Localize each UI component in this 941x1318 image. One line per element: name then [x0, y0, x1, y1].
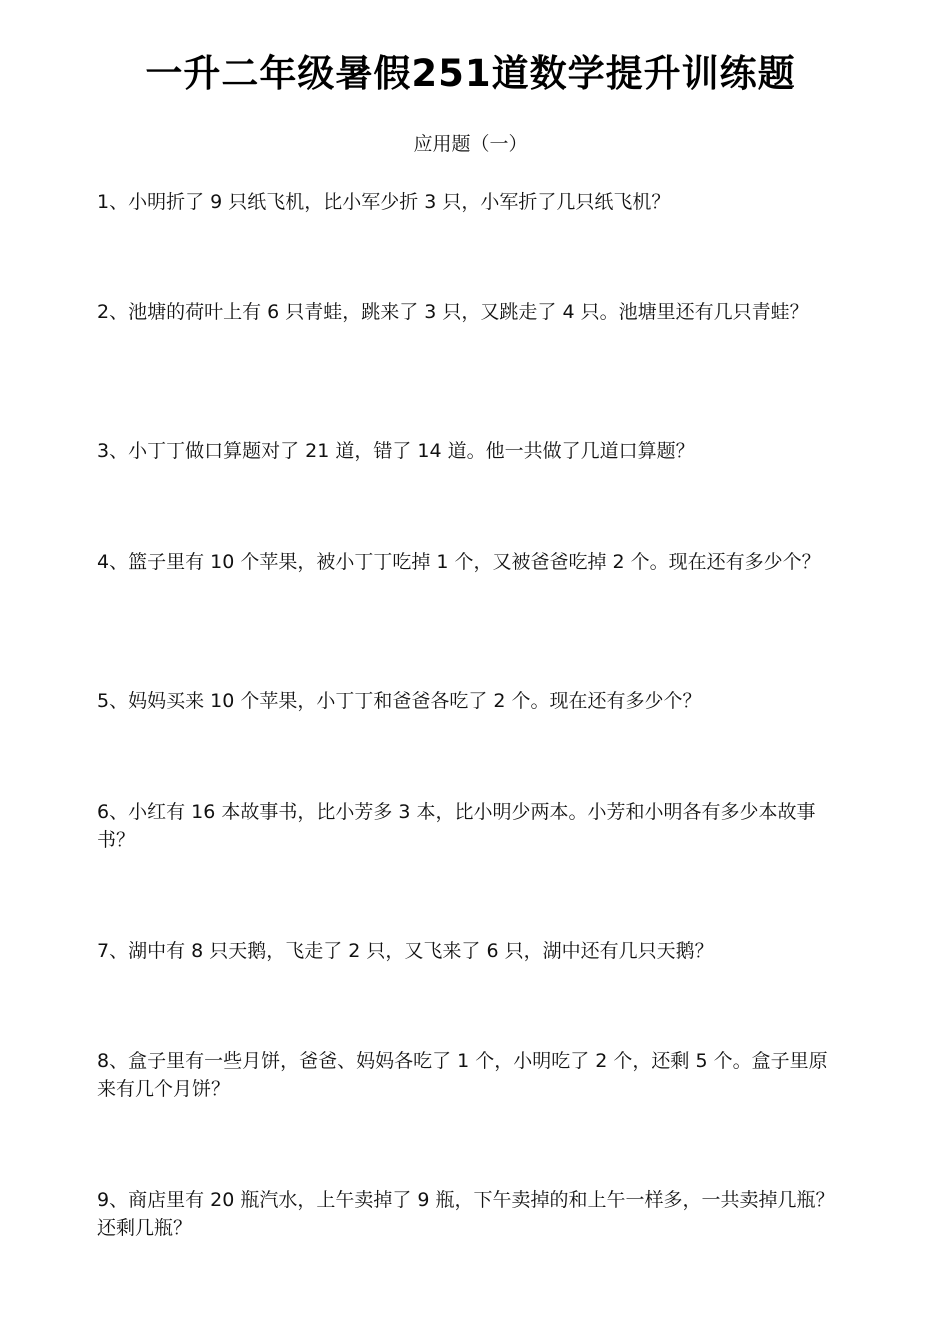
section-heading: 应用题（一） — [413, 133, 528, 155]
question-3: 3、小丁丁做口算题对了 21 道，错了 14 道。他一共做了几道口算题？ — [97, 440, 695, 462]
question-4: 4、篮子里有 10 个苹果，被小丁丁吃掉 1 个，又被爸爸吃掉 2 个。现在还有多少个？ — [97, 551, 821, 573]
question-1: 1、小明折了 9 只纸飞机，比小军少折 3 只，小军折了几只纸飞机？ — [97, 191, 671, 213]
question-7: 7、湖中有 8 只天鹅，飞走了 2 只，又飞来了 6 只，湖中还有几只天鹅？ — [97, 940, 714, 962]
question-6: 6、小红有 16 本故事书，比小芳多 3 本，比小明少两本。小芳和小明各有多少本故事书？ — [97, 801, 816, 851]
question-5: 5、妈妈买来 10 个苹果，小丁丁和爸爸各吃了 2 个。现在还有多少个？ — [97, 690, 702, 712]
worksheet-title: 一升二年级暑假251道数学提升训练题 — [145, 52, 796, 95]
question-8: 8、盒子里有一些月饼，爸爸、妈妈各吃了 1 个，小明吃了 2 个，还剩 5 个。盒子里原来有几个月饼？ — [97, 1050, 828, 1100]
question-9: 9、商店里有 20 瓶汽水，上午卖掉了 9 瓶，下午卖掉的和上午一样多，一共卖掉几瓶？还剩几瓶？ — [97, 1189, 835, 1239]
question-2: 2、池塘的荷叶上有 6 只青蛙，跳来了 3 只，又跳走了 4 只。池塘里还有几只青蛙？ — [97, 301, 809, 323]
